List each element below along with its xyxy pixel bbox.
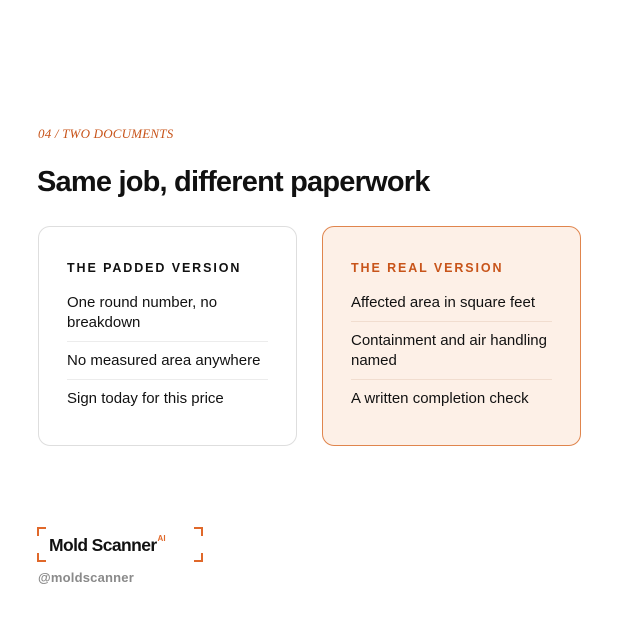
list-item: No measured area anywhere [67, 342, 268, 380]
real-version-heading: THE REAL VERSION [351, 261, 504, 275]
section-label: 04 / TWO DOCUMENTS [38, 126, 174, 141]
list-item: Sign today for this price [67, 390, 224, 407]
list-item: Containment and air handling named [351, 322, 552, 380]
brand-suffix: AI [157, 534, 166, 543]
padded-version-heading: THE PADDED VERSION [67, 261, 242, 275]
logo-corner-bracket [37, 553, 46, 562]
brand-logo [37, 527, 203, 562]
brand-name: Mold Scanner [49, 535, 157, 555]
logo-corner-bracket [37, 527, 46, 536]
list-item: Affected area in square feet [351, 293, 552, 322]
logo-corner-bracket [194, 527, 203, 536]
real-version-card [322, 226, 581, 446]
brand-wordmark [49, 535, 166, 556]
padded-version-card [38, 226, 297, 446]
page-title: Same job, different paperwork [37, 166, 430, 198]
social-handle: @moldscanner [38, 570, 134, 585]
padded-version-list [67, 293, 268, 417]
list-item: A written completion check [351, 390, 529, 407]
real-version-list [351, 293, 552, 417]
logo-corner-bracket [194, 553, 203, 562]
list-item: One round number, no breakdown [67, 293, 268, 342]
